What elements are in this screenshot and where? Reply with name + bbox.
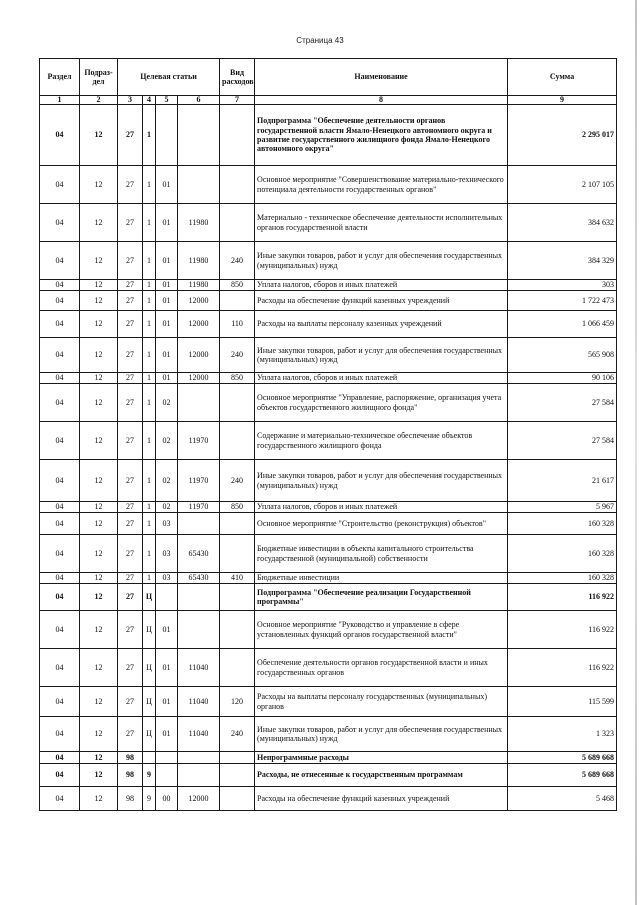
cell-direction: 12000 <box>178 311 220 338</box>
cell-subsection: 12 <box>80 787 118 811</box>
cell-expense-type <box>220 584 255 611</box>
cell-subsection: 12 <box>80 584 118 611</box>
cell-section: 04 <box>40 105 80 166</box>
cell-name: Иные закупки товаров, работ и услуг для обеспечения государственных (муниципальных) нужд <box>255 460 508 502</box>
cell-section: 04 <box>40 764 80 787</box>
cell-subprogram: 9 <box>143 764 156 787</box>
col-number: 6 <box>178 96 220 105</box>
cell-section: 04 <box>40 338 80 373</box>
cell-activity: 03 <box>156 535 178 573</box>
cell-sum: 384 632 <box>508 204 617 242</box>
table-row <box>40 764 617 787</box>
cell-expense-type <box>220 787 255 811</box>
cell-activity: 01 <box>156 280 178 291</box>
table-row <box>40 787 617 811</box>
cell-expense-type <box>220 105 255 166</box>
cell-subprogram: 1 <box>143 338 156 373</box>
col-number: 3 <box>118 96 143 105</box>
table-row <box>40 422 617 460</box>
cell-subsection: 12 <box>80 535 118 573</box>
cell-activity: 01 <box>156 242 178 280</box>
cell-name: Иные закупки товаров, работ и услуг для обеспечения государственных (муниципальных) нужд <box>255 717 508 752</box>
cell-program: 98 <box>118 752 143 764</box>
cell-section: 04 <box>40 422 80 460</box>
cell-name: Бюджетные инвестиции в объекты капитального строительства государственной (муниципальной) собственности <box>255 535 508 573</box>
cell-subsection: 12 <box>80 105 118 166</box>
cell-section: 04 <box>40 513 80 535</box>
cell-direction: 11970 <box>178 502 220 513</box>
header-row <box>40 59 617 96</box>
cell-section: 04 <box>40 280 80 291</box>
cell-subsection: 12 <box>80 384 118 422</box>
cell-name: Обеспечение деятельности органов государственной власти и иных государственных органов <box>255 649 508 687</box>
cell-subsection: 12 <box>80 502 118 513</box>
cell-sum: 21 617 <box>508 460 617 502</box>
table-row <box>40 373 617 384</box>
cell-name: Основное мероприятие "Управление, распоряжение, организация учета объектов государственного жилищного фонда" <box>255 384 508 422</box>
cell-activity: 02 <box>156 422 178 460</box>
table-row <box>40 311 617 338</box>
cell-expense-type: 850 <box>220 502 255 513</box>
cell-sum: 5 967 <box>508 502 617 513</box>
cell-program: 27 <box>118 204 143 242</box>
cell-sum: 5 689 668 <box>508 764 617 787</box>
cell-program: 27 <box>118 611 143 649</box>
cell-subprogram: 1 <box>143 460 156 502</box>
cell-section: 04 <box>40 502 80 513</box>
cell-subsection: 12 <box>80 764 118 787</box>
cell-direction: 65430 <box>178 573 220 584</box>
table-row <box>40 717 617 752</box>
cell-activity: 02 <box>156 384 178 422</box>
cell-program: 27 <box>118 502 143 513</box>
cell-expense-type <box>220 204 255 242</box>
col-number: 9 <box>508 96 617 105</box>
table-row <box>40 204 617 242</box>
table-row <box>40 166 617 204</box>
cell-section: 04 <box>40 584 80 611</box>
cell-direction: 11980 <box>178 242 220 280</box>
cell-program: 27 <box>118 384 143 422</box>
cell-expense-type: 120 <box>220 687 255 717</box>
cell-program: 27 <box>118 373 143 384</box>
cell-expense-type <box>220 752 255 764</box>
cell-subprogram: 1 <box>143 242 156 280</box>
table-row <box>40 535 617 573</box>
cell-program: 27 <box>118 422 143 460</box>
cell-activity <box>156 584 178 611</box>
cell-expense-type: 410 <box>220 573 255 584</box>
cell-section: 04 <box>40 573 80 584</box>
scan-edge <box>635 0 637 905</box>
cell-activity: 01 <box>156 373 178 384</box>
col-number: 4 <box>143 96 156 105</box>
column-number-row <box>40 96 617 105</box>
cell-expense-type: 240 <box>220 242 255 280</box>
cell-expense-type: 240 <box>220 460 255 502</box>
cell-activity: 02 <box>156 460 178 502</box>
cell-expense-type <box>220 422 255 460</box>
col-number: 2 <box>80 96 118 105</box>
cell-activity: 01 <box>156 649 178 687</box>
cell-name: Бюджетные инвестиции <box>255 573 508 584</box>
cell-section: 04 <box>40 535 80 573</box>
cell-program: 98 <box>118 764 143 787</box>
cell-subsection: 12 <box>80 338 118 373</box>
header-name: Наименование <box>255 59 508 96</box>
cell-direction <box>178 166 220 204</box>
cell-sum: 1 722 473 <box>508 291 617 311</box>
cell-name: Основное мероприятие "Совершенствование материально-технического потенциала деятельности государственных органов" <box>255 166 508 204</box>
cell-sum: 1 066 459 <box>508 311 617 338</box>
cell-activity <box>156 764 178 787</box>
cell-name: Материально - техническое обеспечение деятельности исполнительных органов государственной власти <box>255 204 508 242</box>
cell-name: Расходы на выплаты персоналу государственных (муниципальных) органов <box>255 687 508 717</box>
cell-name: Расходы на обеспечение функций казенных учреждений <box>255 291 508 311</box>
cell-direction: 12000 <box>178 338 220 373</box>
cell-subprogram: 1 <box>143 311 156 338</box>
cell-sum: 116 922 <box>508 611 617 649</box>
cell-activity: 01 <box>156 338 178 373</box>
cell-subprogram: 1 <box>143 204 156 242</box>
cell-expense-type: 850 <box>220 373 255 384</box>
cell-direction: 11980 <box>178 204 220 242</box>
table-row <box>40 573 617 584</box>
cell-subsection: 12 <box>80 422 118 460</box>
cell-subsection: 12 <box>80 752 118 764</box>
cell-name: Уплата налогов, сборов и иных платежей <box>255 280 508 291</box>
header-subsection: Подраз-дел <box>80 59 118 96</box>
cell-direction <box>178 752 220 764</box>
cell-name: Основное мероприятие "Строительство (реконструкция) объектов" <box>255 513 508 535</box>
cell-program: 27 <box>118 687 143 717</box>
cell-program: 27 <box>118 460 143 502</box>
cell-activity <box>156 752 178 764</box>
cell-direction: 11970 <box>178 422 220 460</box>
table-row <box>40 687 617 717</box>
cell-subprogram: 1 <box>143 422 156 460</box>
cell-program: 27 <box>118 166 143 204</box>
cell-section: 04 <box>40 752 80 764</box>
cell-section: 04 <box>40 311 80 338</box>
cell-section: 04 <box>40 384 80 422</box>
cell-program: 27 <box>118 242 143 280</box>
col-number: 1 <box>40 96 80 105</box>
cell-direction: 65430 <box>178 535 220 573</box>
table-row <box>40 584 617 611</box>
cell-name: Содержание и материально-техническое обеспечение объектов государственного жилищного фонда <box>255 422 508 460</box>
cell-activity: 01 <box>156 717 178 752</box>
cell-activity: 03 <box>156 513 178 535</box>
cell-activity <box>156 105 178 166</box>
cell-section: 04 <box>40 373 80 384</box>
cell-subsection: 12 <box>80 649 118 687</box>
cell-name: Подпрограмма "Обеспечение реализации Государственной программы" <box>255 584 508 611</box>
cell-subprogram: 1 <box>143 573 156 584</box>
cell-subprogram: 1 <box>143 373 156 384</box>
cell-expense-type: 850 <box>220 280 255 291</box>
table-row <box>40 649 617 687</box>
cell-subprogram: 1 <box>143 166 156 204</box>
cell-section: 04 <box>40 204 80 242</box>
cell-program: 27 <box>118 573 143 584</box>
cell-expense-type <box>220 291 255 311</box>
cell-section: 04 <box>40 166 80 204</box>
cell-expense-type <box>220 384 255 422</box>
cell-direction: 11970 <box>178 460 220 502</box>
cell-subprogram: Ц <box>143 611 156 649</box>
cell-subsection: 12 <box>80 242 118 280</box>
cell-section: 04 <box>40 649 80 687</box>
cell-sum: 5 468 <box>508 787 617 811</box>
cell-program: 27 <box>118 649 143 687</box>
header-sum: Сумма <box>508 59 617 96</box>
cell-activity: 01 <box>156 687 178 717</box>
cell-activity: 01 <box>156 166 178 204</box>
cell-subsection: 12 <box>80 166 118 204</box>
cell-subprogram: 9 <box>143 787 156 811</box>
cell-sum: 116 922 <box>508 649 617 687</box>
cell-section: 04 <box>40 717 80 752</box>
table-row <box>40 752 617 764</box>
header-target-article: Целевая статьи <box>118 59 220 96</box>
cell-sum: 160 328 <box>508 573 617 584</box>
cell-name: Основное мероприятие "Руководство и управление в сфере установленных функций органов государственной власти" <box>255 611 508 649</box>
cell-sum: 27 584 <box>508 384 617 422</box>
cell-subprogram: 1 <box>143 280 156 291</box>
cell-name: Иные закупки товаров, работ и услуг для обеспечения государственных (муниципальных) нужд <box>255 242 508 280</box>
cell-subsection: 12 <box>80 291 118 311</box>
cell-expense-type: 240 <box>220 717 255 752</box>
cell-name: Расходы, не отнесенные к государственным программам <box>255 764 508 787</box>
cell-subsection: 12 <box>80 513 118 535</box>
cell-section: 04 <box>40 611 80 649</box>
cell-direction <box>178 611 220 649</box>
cell-direction: 12000 <box>178 373 220 384</box>
cell-sum: 116 922 <box>508 584 617 611</box>
cell-section: 04 <box>40 460 80 502</box>
page-label: Страница 43 <box>296 36 344 45</box>
cell-subprogram: 1 <box>143 502 156 513</box>
table-row <box>40 338 617 373</box>
cell-direction: 11040 <box>178 687 220 717</box>
col-number: 5 <box>156 96 178 105</box>
cell-program: 27 <box>118 535 143 573</box>
cell-program: 27 <box>118 584 143 611</box>
table-row <box>40 280 617 291</box>
cell-direction <box>178 584 220 611</box>
cell-subsection: 12 <box>80 460 118 502</box>
cell-activity: 03 <box>156 573 178 584</box>
cell-name: Расходы на обеспечение функций казенных учреждений <box>255 787 508 811</box>
cell-sum: 303 <box>508 280 617 291</box>
table-row <box>40 502 617 513</box>
cell-program: 27 <box>118 717 143 752</box>
cell-subprogram: Ц <box>143 584 156 611</box>
cell-expense-type <box>220 535 255 573</box>
header-section: Раздел <box>40 59 80 96</box>
cell-subsection: 12 <box>80 311 118 338</box>
cell-sum: 27 584 <box>508 422 617 460</box>
header-expense-type: Вид расходов <box>220 59 255 96</box>
cell-name: Расходы на выплаты персоналу казенных учреждений <box>255 311 508 338</box>
cell-section: 04 <box>40 787 80 811</box>
cell-activity: 01 <box>156 311 178 338</box>
cell-sum: 160 328 <box>508 513 617 535</box>
cell-activity: 01 <box>156 611 178 649</box>
cell-subprogram: 1 <box>143 384 156 422</box>
cell-subprogram: 1 <box>143 291 156 311</box>
cell-expense-type <box>220 611 255 649</box>
cell-subprogram: 1 <box>143 535 156 573</box>
cell-direction <box>178 764 220 787</box>
cell-sum: 2 107 105 <box>508 166 617 204</box>
cell-subprogram: Ц <box>143 687 156 717</box>
cell-expense-type <box>220 166 255 204</box>
cell-subprogram: 1 <box>143 513 156 535</box>
cell-subsection: 12 <box>80 373 118 384</box>
cell-direction: 12000 <box>178 787 220 811</box>
cell-subsection: 12 <box>80 280 118 291</box>
cell-expense-type <box>220 513 255 535</box>
cell-name: Иные закупки товаров, работ и услуг для обеспечения государственных (муниципальных) нужд <box>255 338 508 373</box>
cell-section: 04 <box>40 687 80 717</box>
cell-section: 04 <box>40 242 80 280</box>
cell-subsection: 12 <box>80 717 118 752</box>
cell-subsection: 12 <box>80 687 118 717</box>
cell-program: 27 <box>118 513 143 535</box>
cell-subprogram: Ц <box>143 649 156 687</box>
cell-sum: 565 908 <box>508 338 617 373</box>
cell-subprogram: 1 <box>143 105 156 166</box>
cell-sum: 115 599 <box>508 687 617 717</box>
cell-sum: 384 329 <box>508 242 617 280</box>
budget-table <box>39 58 617 811</box>
table-row <box>40 291 617 311</box>
cell-direction: 11040 <box>178 717 220 752</box>
cell-program: 98 <box>118 787 143 811</box>
cell-expense-type <box>220 649 255 687</box>
table-row <box>40 513 617 535</box>
cell-program: 27 <box>118 291 143 311</box>
cell-name: Подпрограмма "Обеспечение деятельности органов государственной власти Ямало-Ненецкого автономного округа и развитие государственного жилищного фонда Ямало-Ненецкого автономного округа" <box>255 105 508 166</box>
cell-activity: 00 <box>156 787 178 811</box>
cell-section: 04 <box>40 291 80 311</box>
cell-subsection: 12 <box>80 204 118 242</box>
cell-direction <box>178 513 220 535</box>
table-row <box>40 460 617 502</box>
cell-sum: 5 689 668 <box>508 752 617 764</box>
cell-name: Непрограммные расходы <box>255 752 508 764</box>
table-row <box>40 242 617 280</box>
col-number: 7 <box>220 96 255 105</box>
cell-activity: 01 <box>156 291 178 311</box>
table-row <box>40 611 617 649</box>
cell-direction: 11980 <box>178 280 220 291</box>
cell-program: 27 <box>118 311 143 338</box>
cell-activity: 01 <box>156 204 178 242</box>
cell-subprogram: Ц <box>143 717 156 752</box>
cell-direction <box>178 105 220 166</box>
cell-direction: 12000 <box>178 291 220 311</box>
cell-activity: 02 <box>156 502 178 513</box>
cell-sum: 1 323 <box>508 717 617 752</box>
cell-expense-type <box>220 764 255 787</box>
cell-program: 27 <box>118 105 143 166</box>
cell-subprogram <box>143 752 156 764</box>
cell-sum: 2 295 017 <box>508 105 617 166</box>
table-row <box>40 384 617 422</box>
cell-expense-type: 240 <box>220 338 255 373</box>
cell-direction: 11040 <box>178 649 220 687</box>
cell-direction <box>178 384 220 422</box>
cell-subsection: 12 <box>80 573 118 584</box>
cell-sum: 160 328 <box>508 535 617 573</box>
cell-subsection: 12 <box>80 611 118 649</box>
cell-program: 27 <box>118 338 143 373</box>
cell-sum: 90 106 <box>508 373 617 384</box>
cell-name: Уплата налогов, сборов и иных платежей <box>255 373 508 384</box>
col-number: 8 <box>255 96 508 105</box>
cell-name: Уплата налогов, сборов и иных платежей <box>255 502 508 513</box>
cell-expense-type: 110 <box>220 311 255 338</box>
cell-program: 27 <box>118 280 143 291</box>
table-row <box>40 105 617 166</box>
